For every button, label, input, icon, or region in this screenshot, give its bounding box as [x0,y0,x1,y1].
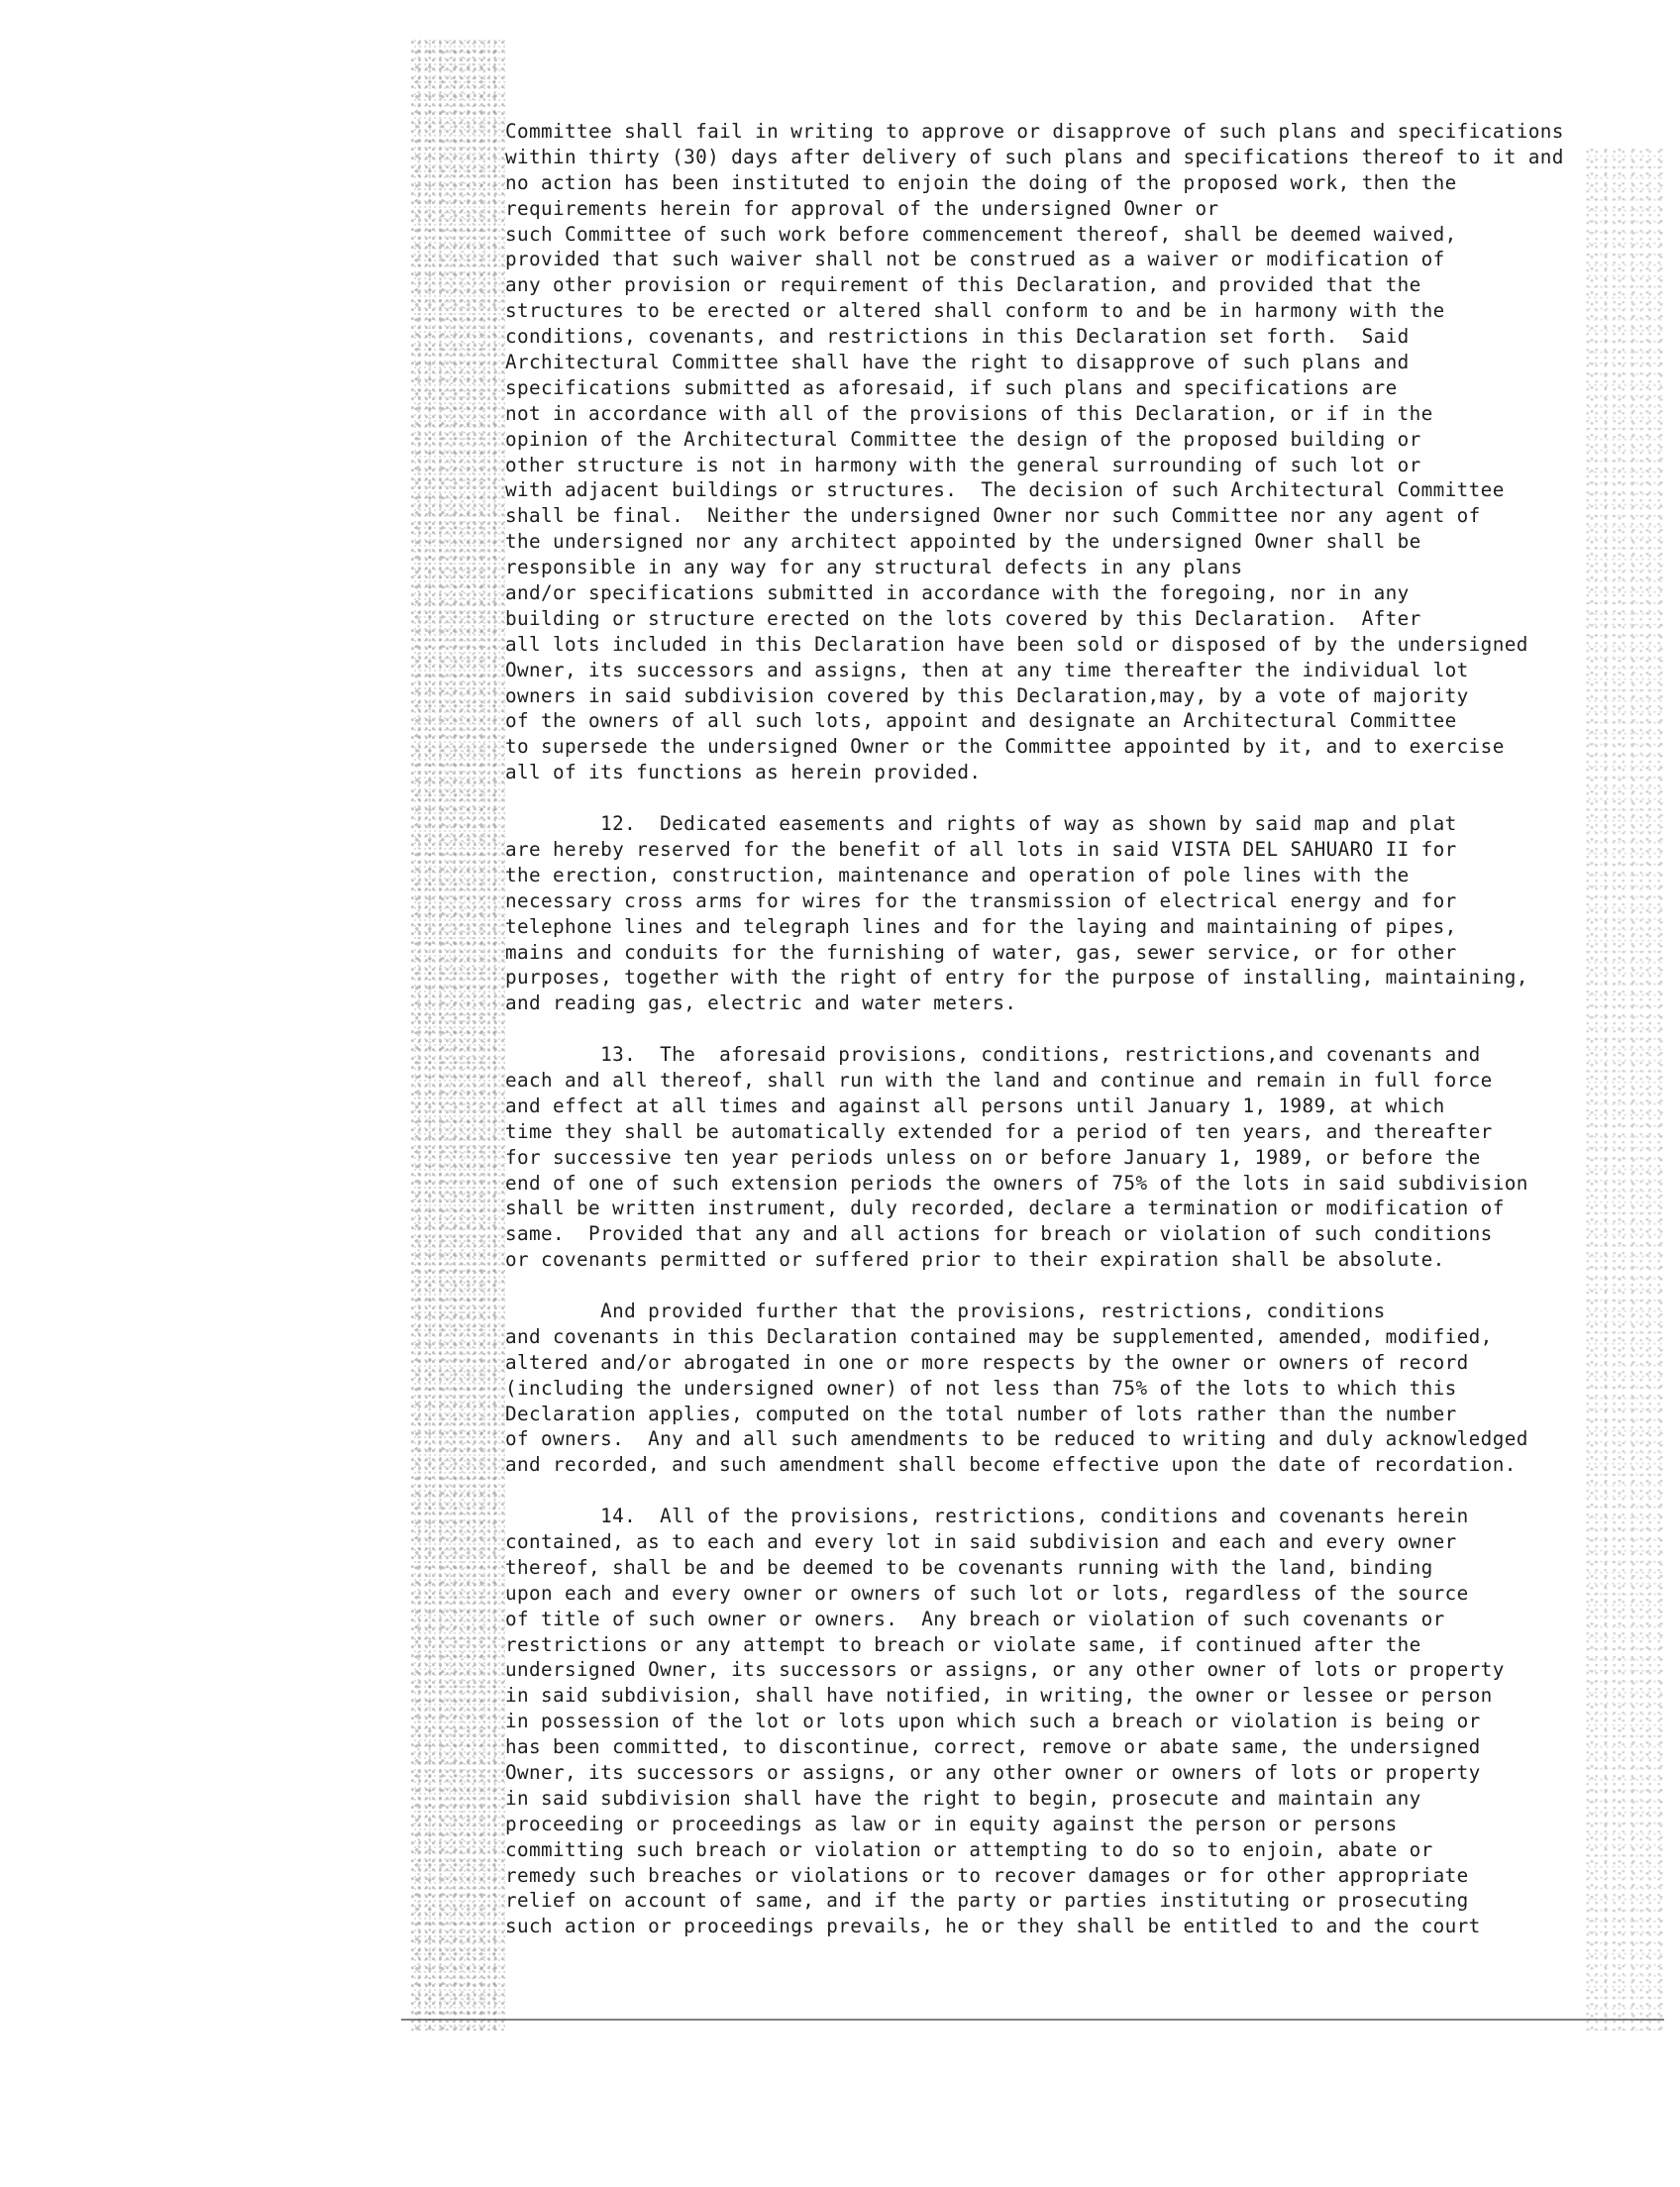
text-line: in said subdivision, shall have notified, in writing, the owner or lessee or person [505,1684,1493,1708]
text-line: Declaration applies, computed on the total number of lots rather than the number [505,1402,1457,1425]
text-line: (including the undersigned owner) of not less than 75% of the lots to which this [505,1376,1457,1400]
text-line: owners in said subdivision covered by this Declaration,may, by a vote of majority [505,683,1469,707]
text-line: or covenants permitted or suffered prior to their expiration shall be absolute. [505,1248,1445,1272]
paragraph-spacer [505,785,1654,811]
text-line: end of one of such extension periods the owners of 75% of the lots in said subdivision [505,1171,1528,1195]
text-line: same. Provided that any and all actions for breach or violation of such conditions [505,1222,1493,1246]
text-line: any other provision or requirement of this Declaration, and provided that the [505,273,1421,297]
text-line: in possession of the lot or lots upon which such a breach or violation is being or [505,1710,1481,1733]
text-line: not in accordance with all of the provisions of this Declaration, or if in the [505,401,1433,425]
text-line: of title of such owner or owners. Any breach or violation of such covenants or [505,1607,1445,1630]
text-line: of owners. Any and all such amendments to be reduced to writing and duly acknowledged [505,1427,1528,1451]
text-line: undersigned Owner, its successors or assigns, or any other owner of lots or property [505,1658,1505,1682]
text-line: provided that such waiver shall not be construed as a waiver or modification of [505,248,1445,271]
text-line: such Committee of such work before commencement thereof, shall be deemed waived, [505,222,1457,246]
text-line: all of its functions as herein provided. [505,761,982,784]
text-line: responsible in any way for any structural defects in any plans [505,556,1243,579]
text-line: conditions, covenants, and restrictions in this Declaration set forth. Said [505,325,1410,349]
text-line: structures to be erected or altered shall conform to and be in harmony with the [505,299,1445,323]
text-line: contained, as to each and every lot in said subdivision and each and every owner [505,1529,1457,1553]
text-line: within thirty (30) days after delivery of such plans and specifications thereof to it and [505,145,1564,168]
text-line: purposes, together with the right of entry for the purpose of installing, maintaining, [505,966,1528,989]
text-line: 12. Dedicated easements and rights of way as shown by said map and plat [505,812,1457,836]
text-line: in said subdivision shall have the right to begin, prosecute and maintain any [505,1786,1421,1810]
text-line: and effect at all times and against all persons until January 1, 1989, at which [505,1094,1445,1117]
text-line: specifications submitted as aforesaid, if such plans and specifications are [505,375,1398,399]
text-line: thereof, shall be and be deemed to be covenants running with the land, binding [505,1555,1433,1579]
text-line: committing such breach or violation or attempting to do so to enjoin, abate or [505,1837,1433,1861]
paragraph-spacer [505,1478,1654,1504]
text-line: with adjacent buildings or structures. The decision of such Architectural Committee [505,478,1505,502]
text-line: remedy such breaches or violations or to recover damages or for other appropriate [505,1863,1469,1887]
text-line: the undersigned nor any architect appointed by the undersigned Owner shall be [505,530,1421,554]
text-line: are hereby reserved for the benefit of all lots in said VISTA DEL SAHUARO II for [505,837,1457,861]
text-line: Owner, its successors or assigns, or any other owner or owners of lots or property [505,1761,1481,1784]
paragraph-spacer [505,1016,1654,1042]
text-line: relief on account of same, and if the party or parties instituting or prosecuting [505,1889,1469,1913]
text-line: of the owners of all such lots, appoint and designate an Architectural Committee [505,709,1457,733]
text-line: shall be final. Neither the undersigned Owner nor such Committee nor any agent of [505,504,1481,528]
text-line: requirements herein for approval of the undersigned Owner or [505,196,1219,220]
text-line: telephone lines and telegraph lines and for the laying and maintaining of pipes, [505,914,1457,938]
text-line: Committee shall fail in writing to approve or disapprove of such plans and specifications [505,120,1564,143]
text-line: 14. All of the provisions, restrictions, conditions and covenants herein [505,1505,1469,1528]
text-line: such action or proceedings prevails, he or they shall be entitled to and the court [505,1915,1481,1938]
left-margin-scan-noise [411,40,505,2031]
text-line: time they shall be automatically extended for a period of ten years, and thereafter [505,1119,1493,1143]
text-line: necessary cross arms for wires for the transmission of electrical energy and for [505,888,1457,912]
text-line: upon each and every owner or owners of such lot or lots, regardless of the source [505,1581,1469,1605]
text-line: to supersede the undersigned Owner or the Committee appointed by it, and to exercise [505,735,1505,759]
declaration-text-body [505,119,1654,1939]
text-line: and covenants in this Declaration contained may be supplemented, amended, modified, [505,1324,1493,1348]
text-line: restrictions or any attempt to breach or violate same, if continued after the [505,1632,1421,1656]
text-line: 13. The aforesaid provisions, conditions, restrictions,and covenants and [505,1043,1481,1067]
text-line: the erection, construction, maintenance and operation of pole lines with the [505,863,1410,886]
paragraph-spacer [505,1273,1654,1299]
text-line: all lots included in this Declaration have been sold or disposed of by the undersigned [505,632,1528,656]
text-line: and/or specifications submitted in accordance with the foregoing, nor in any [505,581,1410,605]
text-line: and recorded, and such amendment shall become effective upon the date of recordation. [505,1453,1517,1477]
text-line: mains and conduits for the furnishing of water, gas, sewer service, or for other [505,940,1457,964]
text-line: shall be written instrument, duly recorded, declare a termination or modification of [505,1197,1505,1220]
text-line: for successive ten year periods unless on or before January 1, 1989, or before the [505,1145,1481,1169]
text-line: no action has been instituted to enjoin the doing of the proposed work, then the [505,170,1457,194]
text-line: altered and/or abrogated in one or more respects by the owner or owners of record [505,1350,1469,1374]
text-line: opinion of the Architectural Committee the design of the proposed building or [505,427,1421,451]
text-line: proceeding or proceedings as law or in equity against the person or persons [505,1812,1398,1835]
text-line: Owner, its successors and assigns, then at any time thereafter the individual lot [505,658,1469,681]
text-line: other structure is not in harmony with the general surrounding of such lot or [505,453,1421,476]
text-line: each and all thereof, shall run with the land and continue and remain in full force [505,1068,1493,1092]
text-line: And provided further that the provisions, restrictions, conditions [505,1299,1386,1322]
text-line: has been committed, to discontinue, correct, remove or abate same, the undersigned [505,1735,1481,1759]
text-line: Architectural Committee shall have the right to disapprove of such plans and [505,351,1410,374]
page-bottom-rule [401,2019,1664,2021]
text-line: building or structure erected on the lots covered by this Declaration. After [505,606,1421,630]
text-line: and reading gas, electric and water meters. [505,991,1017,1015]
